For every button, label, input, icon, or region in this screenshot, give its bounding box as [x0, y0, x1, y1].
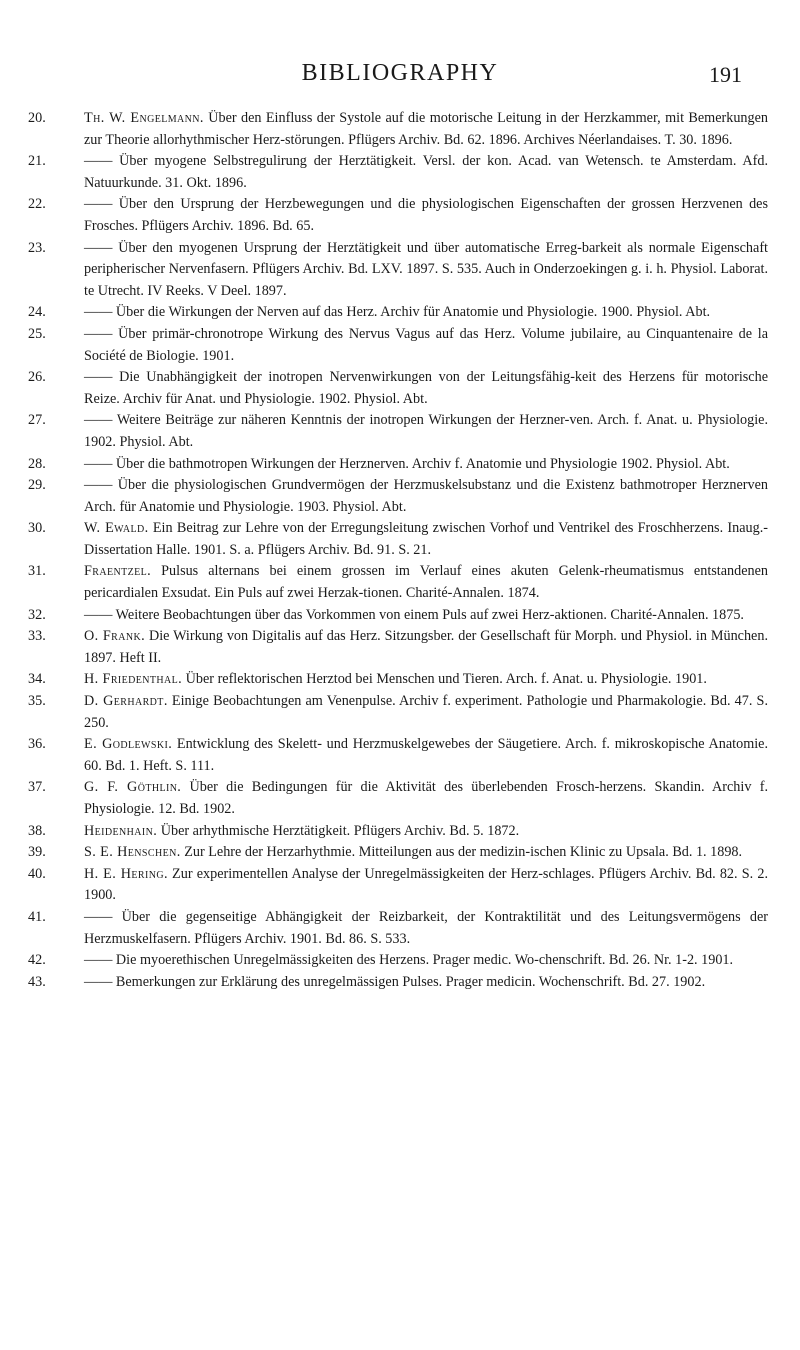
- entry-reference: —— Die myoerethischen Unregelmässigkeiten des Herzens. Prager medic. Wo-chenschrift. Bd. 26. Nr. 1-2. 1901.: [84, 952, 734, 969]
- entry-number: 21.: [28, 153, 46, 170]
- bibliography-entry: [28, 151, 768, 194]
- entry-citation: [84, 367, 768, 410]
- entry-citation: [84, 454, 768, 476]
- entry-citation: [84, 821, 768, 843]
- entry-reference: Einige Beobachtungen am Venenpulse. Archiv f. experiment. Pathologie und Pharmakologie. Bd. 47. S. 250.: [84, 693, 768, 731]
- entry-author: G. F. Göthlin.: [84, 779, 182, 796]
- entry-reference: —— Über myogene Selbstregulirung der Herztätigkeit. Versl. der kon. Acad. van Wetensch. te Amsterdam. Afd. Natuurkunde. 31. Okt. 1896.: [84, 153, 768, 191]
- running-title: BIBLIOGRAPHY: [301, 60, 499, 86]
- entry-number: 39.: [28, 844, 46, 861]
- entry-number: 31.: [28, 563, 46, 580]
- entry-reference: —— Über den myogenen Ursprung der Herztätigkeit und über automatische Erreg-barkeit als normale Eigenschaft peripherischer Nervenfasern. Pflügers Archiv. Bd. LXV. 1897. S. 535. Auch in Onderzoekingen g. i. h. Physiol. Laborat. te Utrecht. IV Reeks. V Deel. 1897.: [84, 239, 768, 299]
- bibliography-entry: [28, 864, 768, 907]
- entry-author: S. E. Henschen.: [84, 844, 181, 861]
- bibliography-entry: [28, 367, 768, 410]
- entry-number: 42.: [28, 952, 46, 969]
- entry-citation: [84, 108, 768, 151]
- entry-author: Th. W. Engelmann.: [84, 110, 204, 126]
- entry-citation: [84, 907, 768, 950]
- bibliography-entry: [28, 691, 768, 734]
- bibliography-entry: [28, 108, 768, 151]
- entry-number: 27.: [28, 412, 46, 429]
- bibliography-entry: [28, 475, 768, 518]
- entry-number: 26.: [28, 369, 46, 386]
- entry-author: H. Friedenthal.: [84, 671, 183, 688]
- bibliography-entry: [28, 518, 768, 561]
- bibliography-entry: [28, 454, 768, 476]
- entry-reference: —— Über primär-chronotrope Wirkung des Nervus Vagus auf das Herz. Volume jubilaire, au Cinquantenaire de la Société de Biologie. 1901.: [84, 325, 768, 364]
- entry-reference: Zur Lehre der Herzarhythmie. Mitteilungen aus der medizin-ischen Klinic zu Upsala. Bd. 1. 1898.: [180, 844, 743, 861]
- entry-number: 36.: [28, 736, 46, 753]
- entry-reference: —— Über die bathmotropen Wirkungen der Herznerven. Archiv f. Anatomie und Physiologie 1902. Physiol. Abt.: [84, 455, 730, 472]
- entry-number: 23.: [28, 239, 46, 256]
- entry-citation: [84, 842, 768, 864]
- entry-citation: [84, 302, 768, 324]
- entry-number: 24.: [28, 304, 46, 321]
- entry-author: O. Frank.: [84, 628, 146, 645]
- entry-author: W. Ewald.: [84, 520, 149, 537]
- bibliography-entry: [28, 734, 768, 777]
- entry-number: 25.: [28, 325, 46, 342]
- entry-author: Heidenhain.: [84, 822, 158, 839]
- entry-number: 32.: [28, 606, 46, 623]
- bibliography-entry: [28, 950, 768, 972]
- entry-author: D. Gerhardt.: [84, 693, 168, 710]
- entry-citation: [84, 518, 768, 561]
- entry-number: 43.: [28, 973, 46, 990]
- entry-number: 34.: [28, 671, 46, 688]
- bibliography-entry: [28, 842, 768, 864]
- entry-author: H. E. Hering.: [84, 865, 168, 882]
- entry-number: 28.: [28, 455, 46, 472]
- entry-citation: [84, 238, 768, 303]
- entry-citation: [84, 324, 768, 367]
- entry-citation: [84, 605, 768, 627]
- entry-citation: [84, 950, 768, 972]
- entry-citation: [84, 626, 768, 669]
- entry-reference: —— Weitere Beobachtungen über das Vorkommen von einem Puls auf zwei Herz-aktionen. Charité-Annalen. 1875.: [84, 606, 744, 623]
- entry-citation: [84, 777, 768, 820]
- entry-citation: [84, 151, 768, 194]
- entry-reference: —— Über die gegenseitige Abhängigkeit der Reizbarkeit, der Kontraktilität und des Leitungsvermögens der Herzmuskelfasern. Pflügers Archiv. 1901. Bd. 86. S. 533.: [84, 908, 768, 947]
- entry-reference: Über arhythmische Herztätigkeit. Pflügers Archiv. Bd. 5. 1872.: [157, 822, 520, 839]
- entry-number: 30.: [28, 520, 46, 537]
- entry-citation: [84, 864, 768, 907]
- entry-number: 38.: [28, 822, 46, 839]
- bibliography-entry: [28, 821, 768, 843]
- bibliography-entry: [28, 238, 768, 303]
- page-header: [0, 60, 800, 90]
- entry-number: 33.: [28, 628, 46, 645]
- entry-citation: [84, 475, 768, 518]
- entry-reference: Die Wirkung von Digitalis auf das Herz. Sitzungsber. der Gesellschaft für Morph. und Physiol. in München. 1897. Heft II.: [84, 628, 768, 666]
- bibliography-entry: [28, 669, 768, 691]
- entry-reference: Ein Beitrag zur Lehre von der Erregungsleitung zwischen Vorhof und Ventrikel des Froschherzens. Inaug.-Dissertation Halle. 1901. S. a. Pflügers Archiv. Bd. 91. S. 21.: [84, 520, 768, 558]
- entry-reference: —— Über den Ursprung der Herzbewegungen und die physiologischen Eigenschaften der grossen Herzvenen des Frosches. Pflügers Archiv. 1896. Bd. 65.: [84, 196, 768, 234]
- entry-citation: [84, 691, 768, 734]
- entry-reference: Entwicklung des Skelett- und Herzmuskelgewebes der Säugetiere. Arch. f. mikroskopische Anatomie. 60. Bd. 1. Heft. S. 111.: [84, 736, 769, 774]
- entry-number: 35.: [28, 693, 46, 710]
- entry-number: 37.: [28, 779, 46, 796]
- entry-reference: Pulsus alternans bei einem grossen im Verlauf eines akuten Gelenk-rheumatismus entstandenen pericardialen Exsudat. Ein Puls auf zwei Herzak-tionen. Charité-Annalen. 1874.: [84, 563, 768, 602]
- page-number: 191: [709, 62, 742, 87]
- entry-reference: Zur experimentellen Analyse der Unregelmässigkeiten der Herz-schlages. Pflügers Archiv. Bd. 82. S. 2. 1900.: [84, 865, 768, 904]
- entry-number: 22.: [28, 196, 46, 213]
- bibliography-entry: [28, 972, 768, 994]
- entry-reference: —— Bemerkungen zur Erklärung des unregelmässigen Pulses. Prager medicin. Wochenschrift. Bd. 27. 1902.: [84, 973, 706, 990]
- entry-reference: Über die Bedingungen für die Aktivität des überlebenden Frosch-herzens. Skandin. Archiv f. Physiologie. 12. Bd. 1902.: [84, 779, 768, 817]
- bibliography-entry: [28, 626, 768, 669]
- entry-author: Fraentzel.: [84, 563, 152, 580]
- entry-number: 29.: [28, 477, 46, 494]
- entry-citation: [84, 561, 768, 604]
- entry-number: 20.: [28, 110, 46, 126]
- bibliography-entry: [28, 777, 768, 820]
- bibliography-list: [28, 108, 768, 993]
- entry-citation: [84, 669, 768, 691]
- entry-author: E. Godlewski.: [84, 736, 173, 753]
- entry-number: 40.: [28, 865, 46, 882]
- bibliography-entry: [28, 561, 768, 604]
- entry-reference: —— Die Unabhängigkeit der inotropen Nervenwirkungen von der Leitungsfähig-keit des Herzens für motorische Reize. Archiv für Anat. und Physiologie. 1902. Physiol. Abt.: [84, 369, 768, 407]
- entry-reference: —— Über die Wirkungen der Nerven auf das Herz. Archiv für Anatomie und Physiologie. 1900. Physiol. Abt.: [84, 304, 711, 321]
- bibliography-entry: [28, 605, 768, 627]
- entry-citation: [84, 972, 768, 994]
- bibliography-entry: [28, 324, 768, 367]
- bibliography-entry: [28, 907, 768, 950]
- entry-reference: —— Über die physiologischen Grundvermögen der Herzmuskelsubstanz und die Existenz bathmotroper Herznerven Arch. für Anatomie und Physiologie. 1903. Physiol. Abt.: [84, 477, 768, 515]
- entry-number: 41.: [28, 908, 46, 925]
- bibliography-entry: [28, 194, 768, 237]
- entry-reference: Über reflektorischen Herztod bei Menschen und Tieren. Arch. f. Anat. u. Physiologie. 1901.: [182, 671, 707, 688]
- entry-citation: [84, 410, 768, 453]
- entry-reference: —— Weitere Beiträge zur näheren Kenntnis der inotropen Wirkungen der Herzner-ven. Arch. f. Anat. u. Physiologie. 1902. Physiol. Abt.: [84, 412, 768, 450]
- entry-citation: [84, 734, 768, 777]
- bibliography-entry: [28, 302, 768, 324]
- entry-reference: Über den Einfluss der Systole auf die motorische Leitung in der Herzkammer, mit Bemerkungen zur Theorie allorhythmischer Herz-störungen. Pflügers Archiv. Bd. 62. 1896. Archives Néerlandaises. T. 30. 1896.: [84, 110, 768, 148]
- bibliography-entry: [28, 410, 768, 453]
- entry-citation: [84, 194, 768, 237]
